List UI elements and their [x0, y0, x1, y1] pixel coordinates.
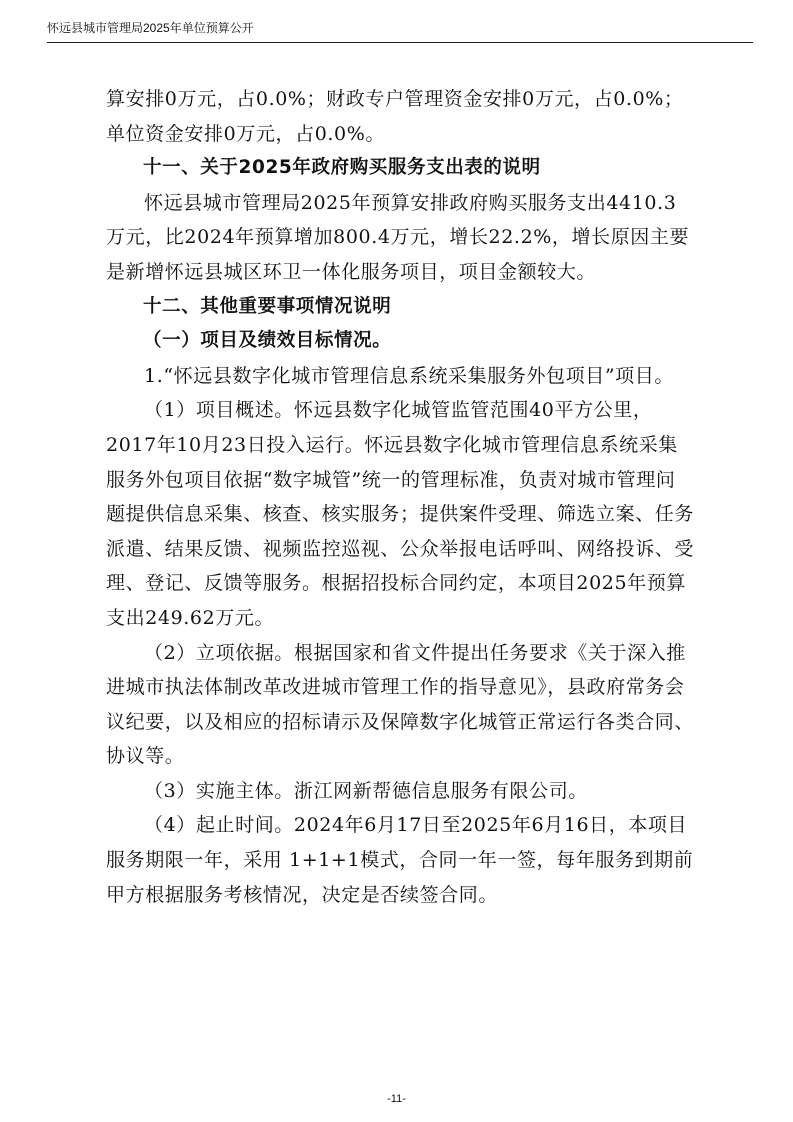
page-number: -11- — [387, 1093, 406, 1105]
subsection-heading-1: （一）项目及绩效目标情况。 — [143, 330, 392, 352]
section-heading-12: 十二、其他重要事项情况说明 — [143, 295, 392, 317]
paragraph-project-period: （4）起止时间。2024年6月17日至2025年6月16日，本项目服务期限一年，采用 1+1+1模式，合同一年一签，每年服务到期前甲方根据服务考核情况，决定是否续签合同。 — [106, 814, 694, 906]
paragraph-procurement-services: 怀远县城市管理局2025年预算安排政府购买服务支出4410.3万元，比2024年预算增加800.4万元，增长22.2%，增长原因主要是新增怀远县城区环卫一体化服务项目，项目金额较大。 — [106, 191, 690, 283]
paragraph-budget-continuation: 算安排0万元，占0.0%；财政专户管理资金安排0万元，占0.0%；单位资金安排0万元，占0.0%。 — [106, 88, 684, 145]
paragraph-project-overview: （1）项目概述。怀远县数字化城管监管范围40平方公里，2017年10月23日投入运行。怀远县数字化城市管理信息系统采集服务外包项目依据“数字城管”统一的管理标准，负责对城市管理问题提供信息采集、核查、核实服务；提供案件受理、筛选立案、任务派遣、结果反馈、视频监控巡视、公众举报电话呼叫、网络投诉、受理、登记、反馈等服务。根据招投标合同约定，本项目2025年预算支出249.62万元。 — [106, 399, 695, 629]
section-heading-11: 十一、关于2025年政府购买服务支出表的说明 — [143, 157, 541, 179]
paragraph-project-basis: （2）立项依据。根据国家和省文件提出任务要求《关于深入推进城市执法体制改革改进城市管理工作的指导意见》，县政府常务会议纪要，以及相应的招标请示及保障数字化城管正常运行各类合同、协议等。 — [106, 641, 695, 768]
header-title: 怀远县城市管理局2025年单位预算公开 — [47, 21, 254, 35]
document-body — [106, 82, 694, 912]
project-title: 1.“怀远县数字化城市管理信息系统采集服务外包项目”项目。 — [144, 364, 674, 387]
page-header — [47, 14, 753, 43]
paragraph-implementing-entity: （3）实施主体。浙江网新帮德信息服务有限公司。 — [144, 779, 588, 802]
